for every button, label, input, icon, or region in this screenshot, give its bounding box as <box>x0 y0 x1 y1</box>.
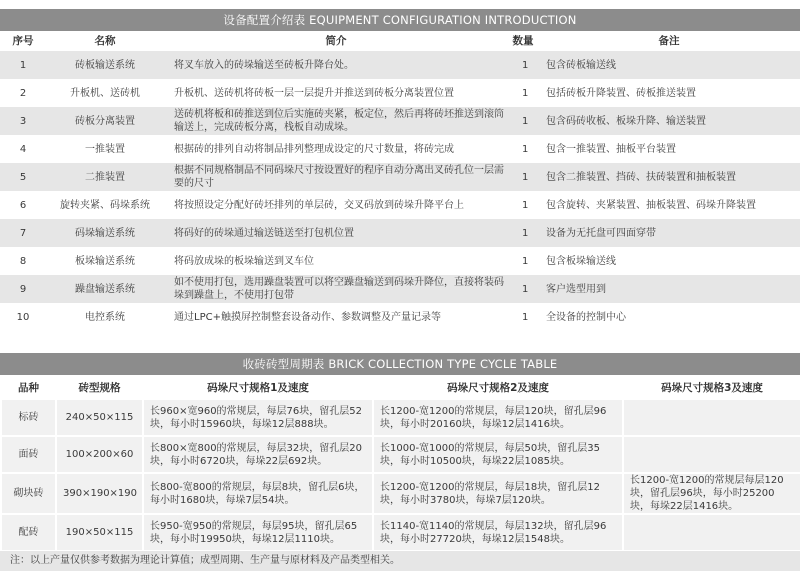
row-name: 一推装置 <box>85 143 125 155</box>
table-row <box>1 436 800 473</box>
table-row <box>0 51 800 79</box>
row-no: 2 <box>19 87 27 99</box>
row-kind: 面砖 <box>1 436 56 473</box>
row-intro: 将按照设定分配好砖坯排列的单层砖，交叉码放到砖垛升降平台上 <box>174 199 464 211</box>
row-note: 设备为无托盘可四面穿带 <box>538 219 800 247</box>
equipment-header-row <box>0 31 800 51</box>
row-name: 砖板输送系统 <box>46 51 164 79</box>
row-note: 包含码砖收板、板垛升降、输送装置 <box>538 107 800 135</box>
row-intro: 根据不同规格制品不同码垛尺寸按设置好的程序自动分离出叉砖孔位一层需要的尺寸 <box>164 163 508 191</box>
row-name: 二推装置 <box>46 163 164 191</box>
row-note: 包含板垛输送线 <box>546 255 616 267</box>
table-row <box>1 473 800 514</box>
row-no: 5 <box>0 163 46 191</box>
row-qty: 1 <box>522 255 529 267</box>
row-size3: 长1200-宽1200的常规层每层120块，留孔层96块，每小时25200块，每垛22层1416块。 <box>623 473 800 514</box>
header-note: 备注 <box>538 31 800 51</box>
row-no: 1 <box>0 51 46 79</box>
row-spec: 390×190×190 <box>56 473 143 514</box>
table-row <box>0 79 800 107</box>
header-size2: 码垛尺寸规格2及速度 <box>447 381 549 394</box>
row-no: 7 <box>0 219 46 247</box>
table-row <box>0 247 800 275</box>
row-intro: 将叉车放入的砖垛输送至砖板升降台处。 <box>164 51 508 79</box>
header-qty: 数量 <box>508 31 538 51</box>
row-intro: 通过LPC+触摸屏控制整套设备动作、参数调整及产量记录等 <box>174 311 441 323</box>
table-row <box>0 163 800 191</box>
row-kind: 砌块砖 <box>1 473 56 514</box>
row-intro: 将码好的砖垛通过输送链送至打包机位置 <box>164 219 508 247</box>
table-row <box>1 514 800 551</box>
row-size3 <box>623 399 800 436</box>
row-size2: 长1200-宽1200的常规层，每层18块，留孔层12块，每小时3780块，每垛7层120块。 <box>373 473 623 514</box>
row-no: 3 <box>0 107 46 135</box>
table-row <box>0 107 800 135</box>
row-size2: 长1140-宽1140的常规层，每层132块，留孔层96块，每小时27720块，每垛12层1548块。 <box>373 514 623 551</box>
header-intro: 简介 <box>164 31 508 51</box>
table-row <box>0 191 800 219</box>
header-name: 名称 <box>46 31 164 51</box>
row-name: 电控系统 <box>85 311 125 323</box>
row-spec: 100×200×60 <box>56 436 143 473</box>
row-qty: 1 <box>508 163 538 191</box>
row-kind: 标砖 <box>1 399 56 436</box>
header-spec: 砖型规格 <box>78 381 121 394</box>
row-note: 包括砖板升降装置、砖板推送装置 <box>546 87 696 99</box>
row-intro: 将码放成垛的板垛输送到叉车位 <box>174 255 314 267</box>
row-qty: 1 <box>508 51 538 79</box>
row-no: 8 <box>19 255 27 267</box>
table-row <box>1 399 800 436</box>
table-row <box>0 219 800 247</box>
row-size1: 长950-宽950的常规层，每层95块，留孔层65块，每小时19950块，每垛12层1110块。 <box>143 514 373 551</box>
row-kind: 配砖 <box>1 514 56 551</box>
table-row <box>0 275 800 303</box>
row-note: 包含一推装置、抽板平台装置 <box>546 143 676 155</box>
row-note: 包含二推装置、挡砖、扶砖装置和抽板装置 <box>538 163 800 191</box>
row-no: 9 <box>0 275 46 303</box>
row-size2: 长1200-宽1200的常规层，每层120块，留孔层96块，每小时20160块，每垛12层1416块。 <box>373 399 623 436</box>
row-qty: 1 <box>522 311 529 323</box>
row-intro: 升板机、送砖机将砖板一层一层提升并推送到砖板分离装置位置 <box>174 87 454 99</box>
row-note: 包含砖板输送线 <box>538 51 800 79</box>
row-qty: 1 <box>522 87 529 99</box>
row-note: 全设备的控制中心 <box>546 311 626 323</box>
row-intro: 根据砖的排列自动将制品排列整理成设定的尺寸数量，将砖完成 <box>174 143 454 155</box>
row-name: 砖板分离装置 <box>46 107 164 135</box>
table-row <box>0 303 800 331</box>
row-qty: 1 <box>522 143 529 155</box>
header-size3: 码垛尺寸规格3及速度 <box>661 381 763 394</box>
cycle-table <box>0 378 800 552</box>
row-name: 躁盘输送系统 <box>46 275 164 303</box>
header-no: 序号 <box>0 31 46 51</box>
row-size3 <box>623 436 800 473</box>
row-qty: 1 <box>508 219 538 247</box>
row-qty: 1 <box>508 275 538 303</box>
row-size1: 长800-宽800的常规层，每层8块，留孔层6块，每小时1680块，每垛7层54块。 <box>143 473 373 514</box>
row-size1: 长800×宽800的常规层，每层32块，留孔层20块，每小时6720块，每垛22层692块。 <box>143 436 373 473</box>
cycle-table-title: 收砖砖型周期表 BRICK COLLECTION TYPE CYCLE TABLE <box>0 353 800 375</box>
row-no: 4 <box>19 143 27 155</box>
table-row <box>0 135 800 163</box>
row-size3 <box>623 514 800 551</box>
header-kind: 品种 <box>18 381 39 394</box>
row-name: 升板机、送砖机 <box>70 87 140 99</box>
row-name: 板垛输送系统 <box>75 255 135 267</box>
row-intro: 如不使用打包，选用躁盘装置可以将空躁盘输送到码垛升降位，直接将装码垛到躁盘上，不使用打包带 <box>164 275 508 303</box>
row-qty: 1 <box>522 199 529 211</box>
row-no: 6 <box>19 199 27 211</box>
row-name: 码垛输送系统 <box>46 219 164 247</box>
footnote: 注：以上产量仅供参考数据为理论计算值；成型周期、生产量与原材料及产品类型相关。 <box>0 551 800 571</box>
equipment-table-title: 设备配置介绍表 EQUIPMENT CONFIGURATION INTRODUCTION <box>0 9 800 31</box>
row-note: 客户选型用到 <box>538 275 800 303</box>
row-name: 旋转夹紧、码垛系统 <box>60 199 150 211</box>
row-note: 包含旋转、夹紧装置、抽板装置、码垛升降装置 <box>546 199 756 211</box>
row-qty: 1 <box>508 107 538 135</box>
header-size1: 码垛尺寸规格1及速度 <box>207 381 309 394</box>
row-size2: 长1000-宽1000的常规层，每层50块，留孔层35块，每小时10500块，每垛22层1085块。 <box>373 436 623 473</box>
row-intro: 送砖机将板和砖推送到位后实施砖夹紧，板定位，然后再将砖坯推送到滚筒输送上，完成砖板分离，栈板自动成垛。 <box>164 107 508 135</box>
row-spec: 240×50×115 <box>56 399 143 436</box>
row-spec: 190×50×115 <box>56 514 143 551</box>
row-size1: 长960×宽960的常规层，每层76块，留孔层52块，每小时15960块，每垛12层888块。 <box>143 399 373 436</box>
cycle-header-row <box>1 378 800 399</box>
equipment-table <box>0 31 800 331</box>
row-no: 10 <box>16 311 30 323</box>
